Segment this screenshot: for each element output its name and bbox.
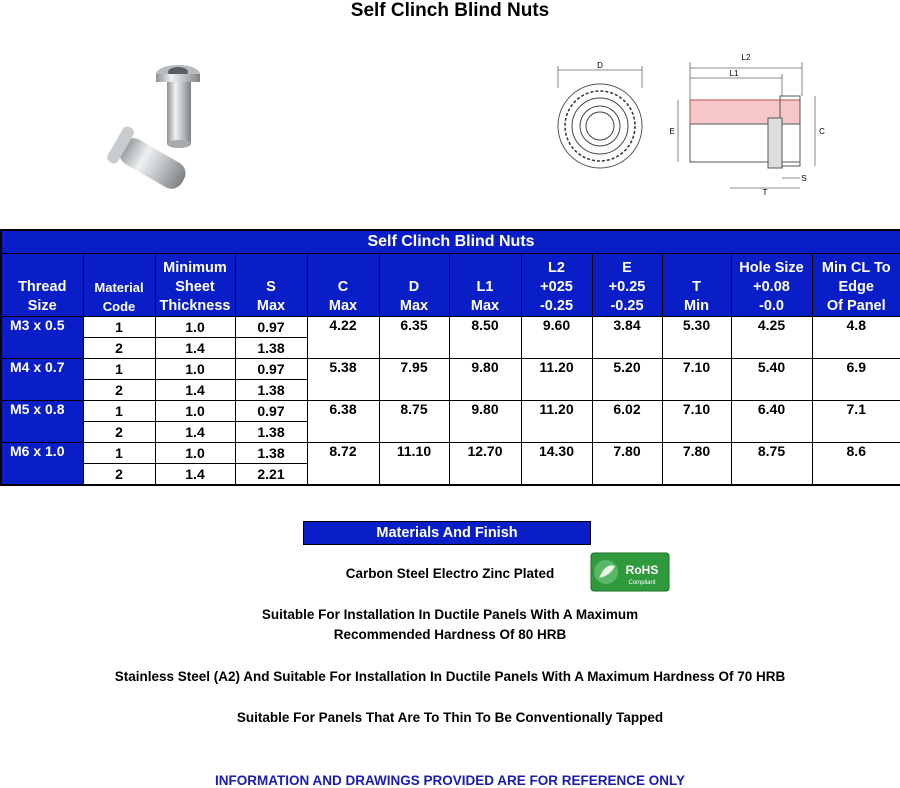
table-cell: 9.80 [449, 401, 521, 443]
table-cell: 1.4 [155, 464, 235, 486]
table-row [1, 443, 900, 464]
table-cell: 1.4 [155, 380, 235, 401]
column-header: S Max [235, 254, 307, 317]
table-cell: 1.0 [155, 401, 235, 422]
material-line-3: Recommended Hardness Of 80 HRB [333, 627, 567, 642]
table-cell: 7.10 [662, 359, 731, 401]
spec-table [0, 229, 900, 486]
table-cell: 11.10 [379, 443, 449, 486]
table-cell: 4.8 [812, 317, 900, 359]
column-header: Min CL To Edge Of Panel [812, 254, 900, 317]
table-cell: 2 [83, 464, 155, 486]
table-cell: 6.02 [592, 401, 662, 443]
svg-text:S: S [801, 174, 807, 183]
table-cell: 4.22 [307, 317, 379, 359]
table-cell: 7.10 [662, 401, 731, 443]
table-cell: 1.38 [235, 422, 307, 443]
table-cell: 14.30 [521, 443, 592, 486]
table-cell: 1 [83, 317, 155, 338]
column-header: Material Code [83, 254, 155, 317]
column-header: E +0.25 -0.25 [592, 254, 662, 317]
table-cell: 7.95 [379, 359, 449, 401]
table-cell: 12.70 [449, 443, 521, 486]
material-line-1: Carbon Steel Electro Zinc Plated [345, 566, 555, 581]
svg-text:L2: L2 [741, 53, 751, 62]
table-cell: 8.75 [379, 401, 449, 443]
rohs-sub-label: Compliant [628, 580, 656, 586]
page-title: Self Clinch Blind Nuts [350, 0, 550, 21]
table-cell: 6.40 [731, 401, 812, 443]
table-cell: 1 [83, 359, 155, 380]
material-line-4: Stainless Steel (A2) And Suitable For Installation In Ductile Panels With A Maximum Hardness Of 70 HRB [114, 669, 786, 684]
table-header-row [1, 254, 900, 317]
table-cell: M4 x 0.7 [1, 359, 83, 401]
table-cell: 8.6 [812, 443, 900, 486]
material-line-5: Suitable For Panels That Are To Thin To Be Conventionally Tapped [236, 710, 664, 725]
side-view [669, 53, 825, 197]
table-cell: 7.1 [812, 401, 900, 443]
table-caption: Self Clinch Blind Nuts [1, 230, 900, 254]
column-header: C Max [307, 254, 379, 317]
materials-heading: Materials And Finish [303, 521, 591, 545]
table-row [1, 317, 900, 338]
column-header: Minimum Sheet Thickness [155, 254, 235, 317]
table-body [1, 317, 900, 486]
svg-text:D: D [597, 61, 603, 70]
table-cell: 2 [83, 338, 155, 359]
table-cell: 2.21 [235, 464, 307, 486]
material-line-2: Suitable For Installation In Ductile Panels With A Maximum [261, 607, 639, 622]
column-header: L1 Max [449, 254, 521, 317]
table-cell: 2 [83, 422, 155, 443]
table-cell: 1.4 [155, 338, 235, 359]
table-cell: 8.50 [449, 317, 521, 359]
table-cell: 1 [83, 443, 155, 464]
table-cell: M6 x 1.0 [1, 443, 83, 486]
table-cell: M3 x 0.5 [1, 317, 83, 359]
table-cell: 9.60 [521, 317, 592, 359]
table-cell: 1.38 [235, 380, 307, 401]
rohs-badge [590, 552, 670, 592]
column-header: D Max [379, 254, 449, 317]
disclaimer-footer: INFORMATION AND DRAWINGS PROVIDED ARE FOR REFERENCE ONLY [214, 773, 686, 788]
table-cell: 11.20 [521, 401, 592, 443]
rohs-label: RoHS [625, 563, 659, 577]
table-cell: 1.0 [155, 359, 235, 380]
table-cell: 6.35 [379, 317, 449, 359]
table-cell: 5.20 [592, 359, 662, 401]
table-cell: 1.0 [155, 443, 235, 464]
svg-text:L1: L1 [729, 69, 739, 78]
table-row [1, 401, 900, 422]
svg-text:C: C [819, 127, 825, 136]
svg-text:E: E [669, 127, 675, 136]
table-cell: 1.4 [155, 422, 235, 443]
table-cell: 1.0 [155, 317, 235, 338]
table-cell: 6.38 [307, 401, 379, 443]
front-view [558, 61, 642, 168]
table-cell: 7.80 [592, 443, 662, 486]
table-cell: 0.97 [235, 317, 307, 338]
table-cell: 5.38 [307, 359, 379, 401]
table-cell: M5 x 0.8 [1, 401, 83, 443]
table-cell: 0.97 [235, 359, 307, 380]
leaf-icon [594, 560, 618, 584]
column-header: Thread Size [1, 254, 83, 317]
table-cell: 3.84 [592, 317, 662, 359]
table-cell: 0.97 [235, 401, 307, 422]
column-header: L2 +025 -0.25 [521, 254, 592, 317]
table-cell: 11.20 [521, 359, 592, 401]
svg-text:T: T [762, 188, 768, 197]
table-cell: 8.72 [307, 443, 379, 486]
table-cell: 1.38 [235, 443, 307, 464]
table-cell: 8.75 [731, 443, 812, 486]
table-cell: 5.40 [731, 359, 812, 401]
table-cell: 9.80 [449, 359, 521, 401]
table-cell: 5.30 [662, 317, 731, 359]
table-cell: 2 [83, 380, 155, 401]
table-cell: 1 [83, 401, 155, 422]
column-header: Hole Size +0.08 -0.0 [731, 254, 812, 317]
product-photo [90, 52, 240, 202]
table-cell: 4.25 [731, 317, 812, 359]
table-cell: 1.38 [235, 338, 307, 359]
table-cell: 7.80 [662, 443, 731, 486]
column-header: T Min [662, 254, 731, 317]
technical-drawing [550, 48, 840, 198]
table-cell: 6.9 [812, 359, 900, 401]
table-row [1, 359, 900, 380]
